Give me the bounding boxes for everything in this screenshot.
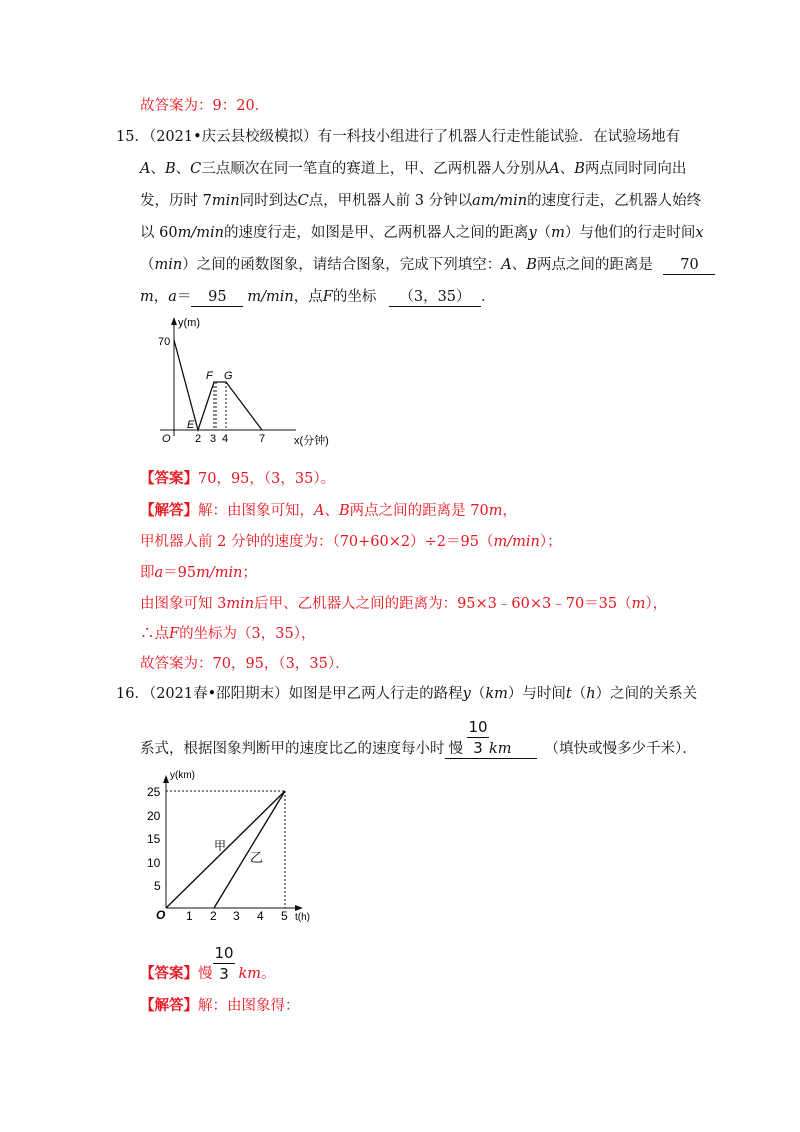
q16-answer-denominator: 3 [219, 965, 229, 983]
q15-tick-2: 2 [195, 433, 202, 445]
q16-ytick-5: 5 [154, 879, 161, 893]
q16-answer-tag: 【答案】 [140, 965, 198, 982]
q15-blank-distance: 70 [663, 256, 715, 275]
q15-distance-chart [150, 312, 370, 450]
q15-tick-3: 3 [210, 433, 217, 445]
q16-y-arrow [163, 775, 169, 783]
q15-point-E: E [187, 419, 195, 431]
q15-distance-line [174, 340, 262, 430]
q16-xtick-2: 2 [210, 909, 217, 923]
q15-line-4: 以 60m/min的速度行走，如图是甲、乙两机器人之间的距离y（m）与他们的行走时间x [140, 225, 704, 241]
q15-origin: O [162, 433, 171, 445]
q16-solution-tag: 【解答】 [140, 997, 198, 1014]
q16-origin: O [156, 908, 166, 922]
q15-x-label: x(分钟) [294, 435, 329, 447]
q15-y-arrow [171, 317, 177, 325]
q15-tick-4: 4 [222, 433, 229, 445]
q16-ytick-25: 25 [147, 785, 161, 799]
q15-number: 15． [116, 129, 149, 145]
q15-line-2: A、B、C三点顺次在同一笔直的赛道上，甲、乙两机器人分别从A、B两点同时同向出 [140, 161, 687, 177]
q16-ytick-10: 10 [147, 856, 161, 870]
q15-solution-2: 甲机器人前 2 分钟的速度为：（70+60×2）÷2＝95（m/min）； [140, 534, 562, 550]
q16-blank-fraction [467, 718, 489, 757]
q16-frac-denominator: 3 [473, 739, 483, 757]
q16-answer-bar [213, 963, 235, 964]
q16-x-arrow [295, 905, 303, 911]
q16-frac-bar [467, 737, 489, 738]
q16-source: （2021春•邵阳期末） [148, 686, 289, 702]
q15-tick-70: 70 [158, 336, 171, 348]
q15-tick-7: 7 [259, 433, 266, 445]
q15-solution-3: 即a＝95m/min； [140, 565, 257, 581]
q15-point-G: G [224, 370, 233, 382]
q16-label-yi: 乙 [250, 850, 264, 865]
q16-ytick-20: 20 [147, 809, 161, 823]
q16-distance-time-chart [140, 766, 320, 926]
prev-answer: 故答案为：9：20． [140, 98, 270, 114]
q15-solution-5: ∴点F的坐标为（3，35）， [140, 626, 316, 642]
q15-answer: 【答案】70，95，（3，35）。 [140, 470, 336, 487]
q15-solution-1: 【解答】解：由图象可知，A、B两点之间的距离是 70m， [140, 502, 517, 519]
q15-solution-4: 由图象可知 3min后甲、乙机器人之间的距离为：95×3﹣60×3﹣70＝35（m）， [140, 596, 668, 612]
q16-answer: 【答案】慢 km。 [140, 965, 276, 982]
q16-label-jia: 甲 [214, 839, 227, 853]
q16-xtick-5: 5 [281, 909, 288, 923]
q15-blank-speed: 95 [191, 288, 243, 307]
q16-answer-fraction [213, 944, 235, 983]
q15-line-5: （min）之间的函数图象，请结合图象，完成下列填空：A、B两点之间的距离是 70 [140, 255, 715, 275]
q16-solution: 【解答】解：由图象得： [140, 997, 300, 1014]
q15-source: （2021•庆云县校级模拟） [148, 129, 318, 145]
q16-blank: 慢 km [445, 740, 537, 759]
q15-line-1: 15．（2021•庆云县校级模拟）有一科技小组进行了机器人行走性能试验．在试验场地有 [116, 129, 681, 145]
q15-solution-6: 故答案为：70，95，（3，35）． [140, 656, 350, 672]
q15-y-label: y(m) [178, 317, 200, 329]
q16-number: 16． [116, 686, 149, 702]
q15-blank-coordinate: （3，35） [389, 288, 481, 307]
q15-line-6: m，a＝ 95 m/min，点F的坐标 （3，35） ． [140, 289, 496, 305]
q16-y-label: y(km) [170, 770, 195, 781]
q15-line-3: 发，历时 7min同时到达C点，甲机器人前 3 分钟以am/min的速度行走，乙机器人始终 [140, 193, 702, 209]
q16-xtick-1: 1 [186, 909, 193, 923]
q15-answer-tag: 【答案】 [140, 470, 198, 487]
q15-point-F: F [206, 370, 213, 382]
q16-x-label: t(h) [295, 912, 310, 923]
q15-solution-tag: 【解答】 [140, 502, 198, 519]
q16-xtick-3: 3 [233, 909, 240, 923]
q16-answer-numerator: 10 [214, 944, 234, 962]
q16-ytick-15: 15 [147, 832, 161, 846]
q16-frac-numerator: 10 [468, 718, 488, 736]
q16-line-2: 系式，根据图象判断甲的速度比乙的速度每小时 慢 km （填快或慢多少千米）． [140, 741, 697, 757]
q16-line-1: 16．（2021春•邵阳期末）如图是甲乙两人行走的路程y（km）与时间t（h）之间的关系关 [116, 686, 698, 702]
q16-xtick-4: 4 [257, 909, 264, 923]
